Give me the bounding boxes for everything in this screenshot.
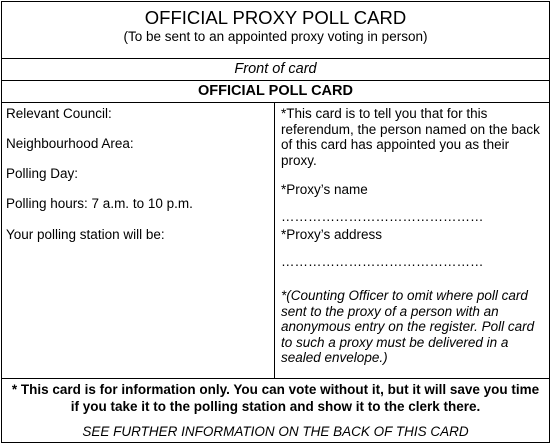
poll-card [1,1,550,443]
field-neighbourhood-area: Neighbourhood Area: [6,136,134,151]
information-notice-line: if you take it to the polling station and show it to the clerk there. [70,399,481,414]
field-polling-station: Your polling station will be: [6,227,165,242]
proxy-name-label: *Proxy’s name [281,182,368,197]
right-proxy-panel [281,102,547,378]
counting-officer-note-line: anonymous entry on the register. Poll card [281,319,535,334]
page-title: OFFICIAL PROXY POLL CARD [144,7,407,28]
counting-officer-note-line: to such a proxy must be delivered in a [281,334,509,350]
counting-officer-note-line: sealed envelope.) [281,350,388,365]
intro-text-line: proxy. [281,152,317,168]
card-footer [2,378,549,443]
intro-text-line: of this card has appointed you as their [281,137,510,152]
card-header [2,2,549,59]
page-subtitle: (To be sent to an appointed proxy voting in person) [123,29,428,44]
field-relevant-council: Relevant Council: [6,106,112,121]
information-notice [10,381,541,415]
front-of-card-label: Front of card [2,58,549,81]
intro-text-line: referendum, the person named on the back [281,121,540,137]
field-polling-day: Polling Day: [6,166,79,181]
proxy-address-line: ……………………………………… [281,254,484,269]
field-polling-hours: Polling hours: 7 a.m. to 10 p.m. [6,196,193,211]
proxy-address-label: *Proxy’s address [281,227,383,242]
see-further-information: SEE FURTHER INFORMATION ON THE BACK OF THIS CARD [82,424,469,439]
poll-card-title: OFFICIAL POLL CARD [2,80,549,103]
proxy-name-line: ……………………………………… [281,209,484,224]
counting-officer-note-line: *(Counting Officer to omit where poll card [281,288,528,303]
information-notice-line: * This card is for information only. You can vote without it, but it will save you time [11,382,540,397]
counting-officer-note-line: sent to the proxy of a person with an [281,303,499,319]
left-fields-panel [2,102,275,378]
intro-text-line: *This card is to tell you that for this [281,106,488,121]
